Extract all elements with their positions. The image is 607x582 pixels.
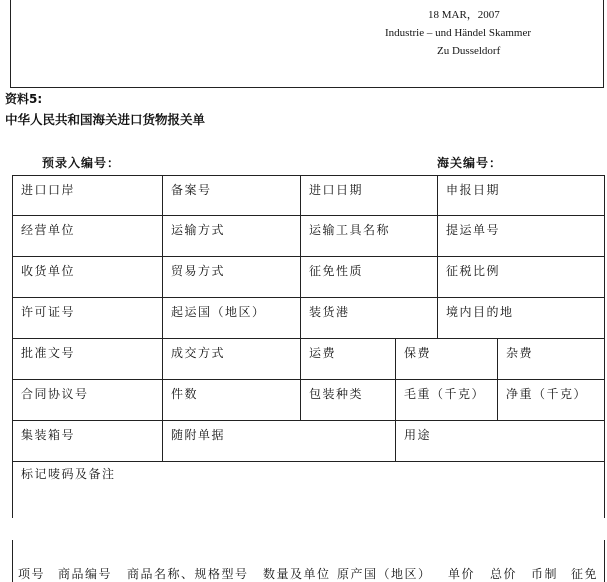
purpose-cell <box>395 420 605 462</box>
gross-weight-label: 毛重（千克） <box>404 387 486 401</box>
attached-docs-label: 随附单据 <box>171 428 226 442</box>
section-label: 资料5: <box>5 92 43 106</box>
container-no-label: 集装箱号 <box>21 428 76 442</box>
misc-fees-cell <box>497 338 605 380</box>
contract-no-cell <box>12 379 163 421</box>
goods-header-currency: 币制 <box>531 567 559 581</box>
loading-port-label: 装货港 <box>309 305 350 319</box>
tax-rate-cell <box>437 256 605 298</box>
marks-remarks-label: 标记唛码及备注 <box>21 467 116 481</box>
transport-mode-cell <box>162 215 301 257</box>
letter-place: Zu Dusseldorf <box>437 45 501 57</box>
origin-country-label: 起运国（地区） <box>171 305 266 319</box>
goods-header-unit-price: 单价 <box>448 567 476 581</box>
vehicle-name-cell <box>300 215 438 257</box>
declaration-date-label: 申报日期 <box>446 183 501 197</box>
purpose-label: 用途 <box>404 428 432 442</box>
levy-nature-cell <box>300 256 438 298</box>
insurance-cell <box>395 338 498 380</box>
net-weight-label: 净重（千克） <box>506 387 588 401</box>
declaration-date-cell <box>437 175 605 216</box>
freight-label: 运费 <box>309 346 337 360</box>
license-no-label: 许可证号 <box>21 305 76 319</box>
letter-box <box>10 0 604 88</box>
goods-header-quantity-unit: 数量及单位 <box>263 567 331 581</box>
gross-weight-cell <box>395 379 498 421</box>
goods-header-levy: 征免 <box>571 567 599 581</box>
license-no-cell <box>12 297 163 339</box>
insurance-label: 保费 <box>404 346 432 360</box>
record-no-cell <box>162 175 301 216</box>
import-port-cell <box>12 175 163 216</box>
goods-header-total-price: 总价 <box>490 567 518 581</box>
transaction-mode-cell <box>162 338 301 380</box>
goods-header-commodity-code: 商品编号 <box>58 567 113 581</box>
bill-of-lading-cell <box>437 215 605 257</box>
contract-no-label: 合同协议号 <box>21 387 89 401</box>
freight-cell <box>300 338 396 380</box>
packages-label: 件数 <box>171 387 199 401</box>
consignee-cell <box>12 256 163 298</box>
trade-mode-cell <box>162 256 301 298</box>
domestic-destination-cell <box>437 297 605 339</box>
trade-mode-label: 贸易方式 <box>171 264 226 278</box>
operating-unit-label: 经营单位 <box>21 223 76 237</box>
consignee-label: 收货单位 <box>21 264 76 278</box>
package-type-cell <box>300 379 396 421</box>
goods-header-origin-country: 原产国（地区） <box>337 567 432 581</box>
vehicle-name-label: 运输工具名称 <box>309 223 391 237</box>
tax-rate-label: 征税比例 <box>446 264 501 278</box>
transaction-mode-label: 成交方式 <box>171 346 226 360</box>
pre-entry-no-label: 预录入编号： <box>42 156 121 170</box>
goods-header-item-no: 项号 <box>18 567 46 581</box>
package-type-label: 包装种类 <box>309 387 364 401</box>
net-weight-cell <box>497 379 605 421</box>
operating-unit-cell <box>12 215 163 257</box>
origin-country-cell <box>162 297 301 339</box>
goods-header-description: 商品名称、规格型号 <box>127 567 249 581</box>
loading-port-cell <box>300 297 438 339</box>
record-no-label: 备案号 <box>171 183 212 197</box>
transport-mode-label: 运输方式 <box>171 223 226 237</box>
approval-no-cell <box>12 338 163 380</box>
form-title: 中华人民共和国海关进口货物报关单 <box>5 112 206 127</box>
import-date-label: 进口日期 <box>309 183 364 197</box>
domestic-destination-label: 境内目的地 <box>446 305 514 319</box>
attached-docs-cell <box>162 420 396 462</box>
bill-of-lading-label: 提运单号 <box>446 223 501 237</box>
misc-fees-label: 杂费 <box>506 346 534 360</box>
container-no-cell <box>12 420 163 462</box>
import-port-label: 进口口岸 <box>21 183 76 197</box>
customs-no-label: 海关编号： <box>437 156 503 170</box>
letter-chamber: Industrie – und Händel Skammer <box>385 27 532 39</box>
packages-cell <box>162 379 301 421</box>
approval-no-label: 批准文号 <box>21 346 76 360</box>
letter-date: 18 MAR，2007 <box>428 9 500 21</box>
levy-nature-label: 征免性质 <box>309 264 364 278</box>
import-date-cell <box>300 175 438 216</box>
